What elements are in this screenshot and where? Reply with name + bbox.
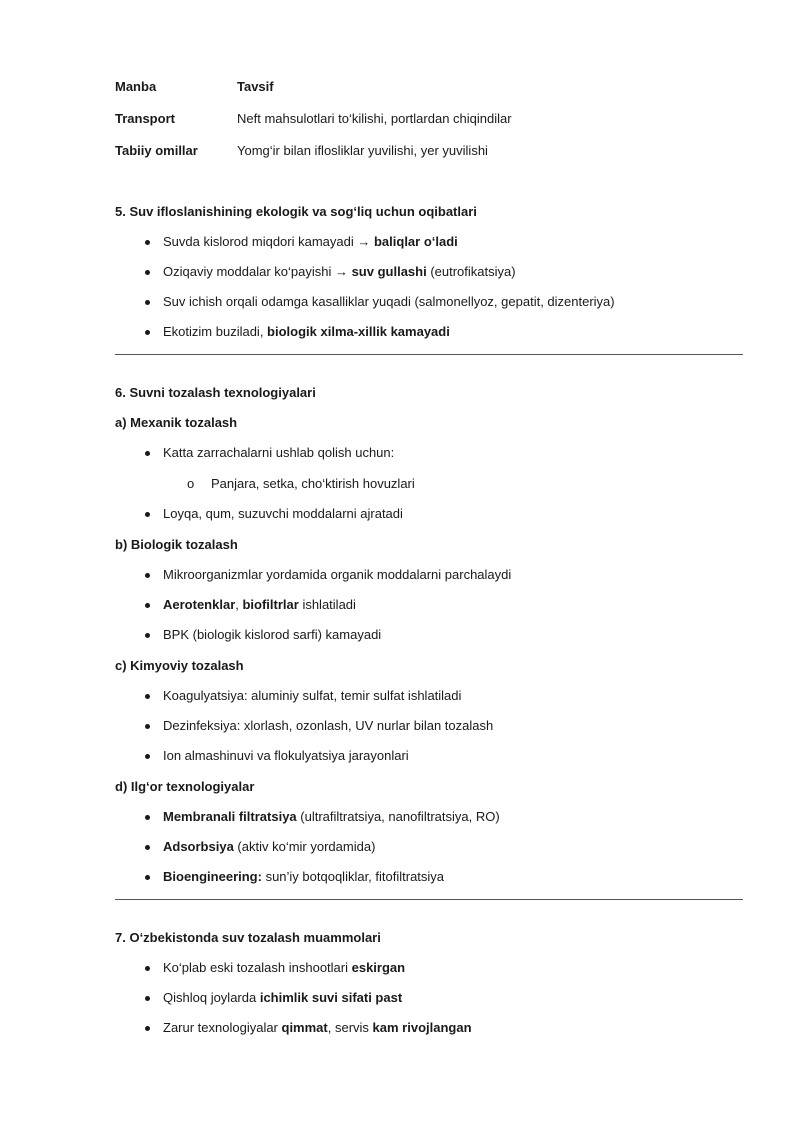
subsection-heading: d) Ilg‘or texnologiyalar [115,779,255,794]
bullet-icon [145,451,150,456]
list-item: Dezinfeksiya: xlorlash, ozonlash, UV nurlar bilan tozalash [163,718,494,733]
subsection-heading: a) Mexanik tozalash [115,415,238,430]
list-item: Katta zarrachalarni ushlab qolish uchun: [163,445,395,460]
bullet-icon [145,573,150,578]
list-item: Membranali filtratsiya (ultrafiltratsiya, nanofiltratsiya, RO) [163,809,500,824]
list-item: Koagulyatsiya: aluminiy sulfat, temir sulfat ishlatiladi [163,688,462,703]
list-item: Loyqa, qum, suzuvchi moddalarni ajratadi [163,506,403,521]
list-item: Aerotenklar, biofiltrlar ishlatiladi [163,597,356,612]
bullet-icon [145,240,150,245]
bullet-icon [145,996,150,1001]
list-item: Ion almashinuvi va flokulyatsiya jarayonlari [163,748,409,763]
table-row-description: Neft mahsulotlari to‘kilishi, portlardan chiqindilar [237,111,512,126]
list-item: Suvda kislorod miqdori kamayadi → baliqlar o‘ladi [163,234,458,249]
bullet-icon [145,633,150,638]
subsection-heading: c) Kimyoviy tozalash [115,658,244,673]
bullet-icon [145,845,150,850]
bullet-icon [145,724,150,729]
bullet-icon [145,512,150,517]
list-item: Adsorbsiya (aktiv ko‘mir yordamida) [163,839,376,854]
table-header-source: Manba [115,79,157,94]
subsection-heading: b) Biologik tozalash [115,537,238,552]
section-6-heading: 6. Suvni tozalash texnologiyalari [115,385,316,400]
list-item: Zarur texnologiyalar qimmat, servis kam rivojlangan [163,1020,472,1035]
horizontal-divider [115,354,743,355]
horizontal-divider [115,899,743,900]
bullet-icon [145,1026,150,1031]
bullet-icon [145,694,150,699]
sub-bullet-marker: o [187,476,195,491]
bullet-icon [145,300,150,305]
bullet-icon [145,270,150,275]
list-item: Suv ichish orqali odamga kasalliklar yuqadi (salmonellyoz, gepatit, dizenteriya) [163,294,615,309]
list-item: Ekotizim buziladi, biologik xilma-xillik kamayadi [163,324,450,339]
table-row-source: Tabiiy omillar [115,143,198,158]
bullet-icon [145,815,150,820]
table-row-description: Yomg‘ir bilan ifloslikl​ar yuvilishi, yer yuvilishi [237,143,488,158]
sub-list-item: Panjara, setka, cho‘ktirish hovuzlari [211,476,415,491]
section-7-heading: 7. O‘zbekistonda suv tozalash muammolari [115,930,381,945]
section-5-heading: 5. Suv ifloslanishining ekologik va sog‘liq uchun oqibatlari [115,204,477,219]
bullet-icon [145,875,150,880]
list-item: Qishloq joylarda ichimlik suvi sifati past [163,990,403,1005]
list-item: Ko‘plab eski tozalash inshootlari eskirgan [163,960,406,975]
bullet-icon [145,754,150,759]
list-item: Mikroorganizmlar yordamida organik moddalarni parchalaydi [163,567,512,582]
bullet-icon [145,966,150,971]
bullet-icon [145,603,150,608]
bullet-icon [145,330,150,335]
list-item: Bioengineering: sun’iy botqoqliklar, fitofiltratsiya [163,869,445,884]
table-row-source: Transport [115,111,175,126]
list-item: BPK (biologik kislorod sarfi) kamayadi [163,627,382,642]
table-header-description: Tavsif [237,79,274,94]
list-item: Oziqaviy moddalar ko‘payishi → suv gullashi (eutrofikatsiya) [163,264,516,279]
